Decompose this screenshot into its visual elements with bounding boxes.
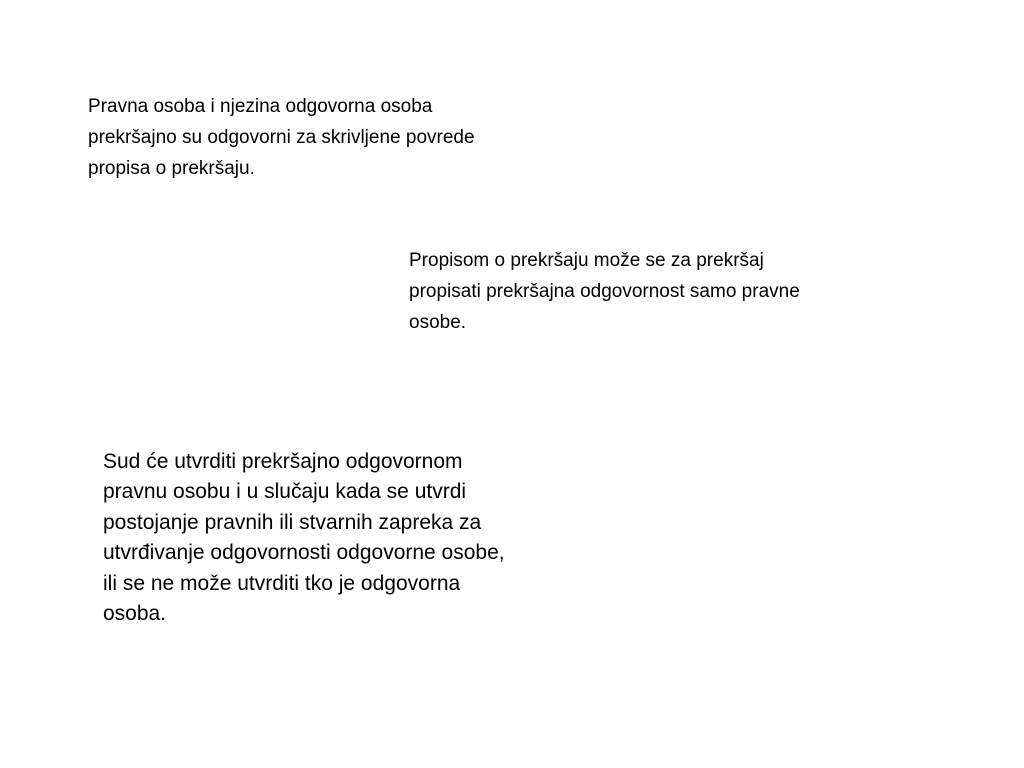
- paragraph-legal-entity-liability: [88, 91, 475, 184]
- paragraph-line: osobe.: [409, 312, 467, 333]
- paragraph-line: prekršajno su odgovorni za skrivljene povrede: [88, 127, 475, 148]
- paragraph-line: propisati prekršajna odgovornost samo pravne: [409, 281, 800, 302]
- paragraph-court-determination: [103, 447, 505, 629]
- paragraph-line: osoba.: [103, 602, 167, 626]
- paragraph-line: Propisom o prekršaju može se za prekršaj: [409, 250, 764, 271]
- paragraph-line: propisa o prekršaju.: [88, 158, 255, 179]
- paragraph-line: pravnu osobu i u slučaju kada se utvrdi: [103, 480, 467, 504]
- paragraph-line: Sud će utvrditi prekršajno odgovornom: [103, 450, 463, 473]
- paragraph-only-legal-entity: [409, 245, 800, 338]
- paragraph-line: utvrđivanje odgovornosti odgovorne osobe,: [103, 541, 505, 565]
- paragraph-line: Pravna osoba i njezina odgovorna osoba: [88, 96, 433, 117]
- paragraph-line: postojanje pravnih ili stvarnih zapreka za: [103, 510, 482, 534]
- paragraph-line: ili se ne može utvrditi tko je odgovorna: [103, 571, 461, 595]
